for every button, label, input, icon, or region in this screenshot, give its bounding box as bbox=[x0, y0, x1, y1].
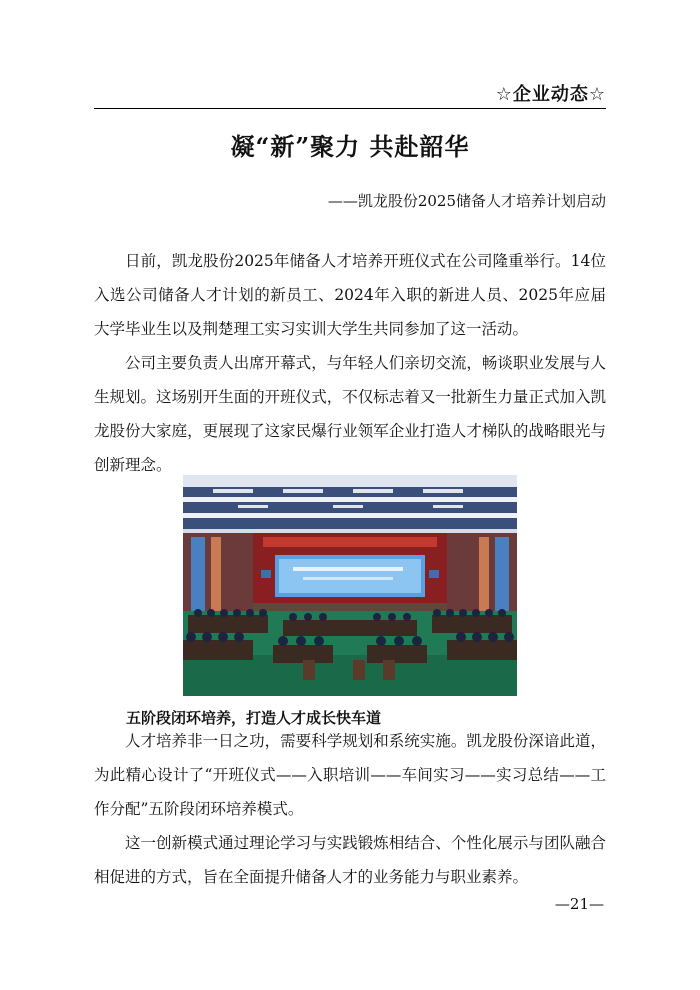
paragraph: 人才培养非一日之功，需要科学规划和系统实施。凯龙股份深谙此道，为此精心设计了“开班仪式——入职培训——车间实习——实习总结——工作分配”五阶段闭环培养模式。 bbox=[94, 732, 606, 818]
section-body bbox=[94, 724, 606, 894]
paragraph: 日前，凯龙股份2025年储备人才培养开班仪式在公司隆重举行。14位入选公司储备人才计划的新员工、2024年入职的新进人员、2025年应届大学毕业生以及荆楚理工实习实训大学生共同参加了这一活动。 bbox=[94, 252, 606, 338]
page-number: —21— bbox=[554, 895, 604, 913]
event-photo bbox=[183, 475, 517, 696]
article-intro bbox=[94, 244, 606, 482]
article-title: 凝“新”聚力 共赴韶华 bbox=[230, 132, 470, 161]
paragraph: 这一创新模式通过理论学习与实践锻炼相结合、个性化展示与团队融合相促进的方式，旨在全面提升储备人才的业务能力与职业素养。 bbox=[94, 834, 606, 886]
section-header: ☆企业动态☆ bbox=[495, 84, 606, 105]
conference-hall-photo bbox=[183, 475, 517, 696]
section-heading: 五阶段闭环培养，打造人才成长快车道 bbox=[126, 709, 382, 727]
article-subtitle: ——凯龙股份2025储备人才培养计划启动 bbox=[327, 192, 606, 210]
paragraph: 公司主要负责人出席开幕式，与年轻人们亲切交流，畅谈职业发展与人生规划。这场别开生面的开班仪式，不仅标志着又一批新生力量正式加入凯龙股份大家庭，更展现了这家民爆行业领军企业打造人才梯队的战略眼光与创新理念。 bbox=[94, 354, 606, 474]
header-rule bbox=[94, 108, 606, 109]
